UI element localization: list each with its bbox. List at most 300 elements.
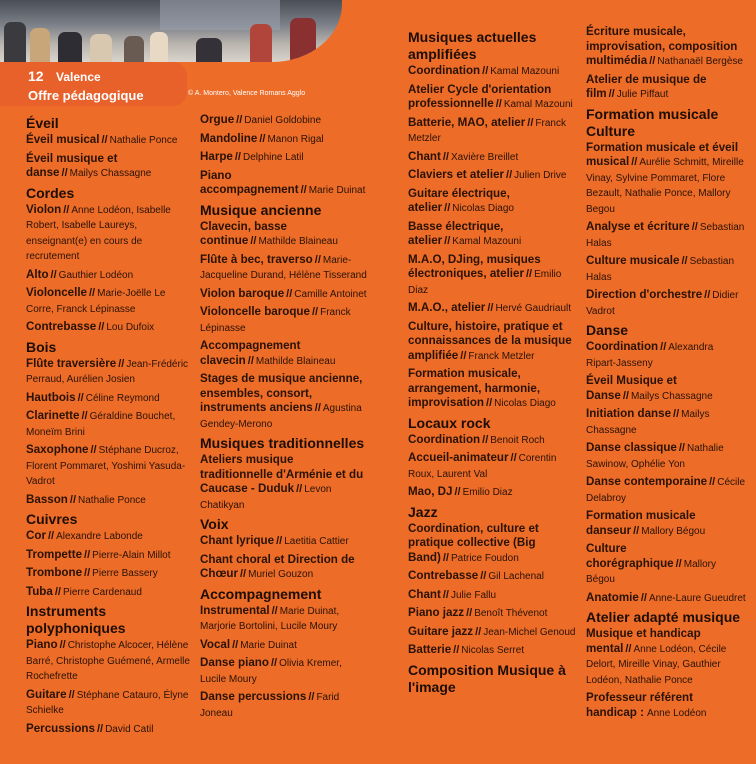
teacher-names: Gil Lachenal: [488, 571, 544, 582]
separator: //: [68, 688, 75, 701]
course-entry: [586, 73, 746, 103]
separator: //: [660, 341, 667, 353]
course-title: Batterie, MAO, atelier: [408, 115, 526, 129]
teacher-names: Aurélie Schmitt, Mireille Vinay, Sylvine Pommaret, Flore Bezault, Nathalie Ponce, Mallory Begou: [586, 157, 744, 215]
course-entry: [408, 187, 576, 217]
separator: //: [640, 591, 647, 604]
teacher-names: Jean-Frédéric Perraud, Aurélien Josien: [26, 358, 189, 385]
course-entry: [200, 553, 368, 583]
course-title: Danse percussions: [200, 690, 307, 703]
course-entry: [408, 253, 576, 299]
course-entry: [26, 357, 190, 388]
separator: //: [69, 493, 77, 506]
column-4: [586, 24, 746, 724]
musician-figure: [90, 34, 112, 62]
teacher-names: Nathalie Sawinow, Ophélie Yon: [586, 443, 724, 470]
musician-figure: [290, 18, 316, 62]
course-title: Piano jazz: [408, 606, 465, 619]
course-title: Percussions: [26, 721, 95, 735]
course-entry: [200, 453, 368, 513]
separator: //: [63, 203, 70, 216]
course-title: Contrebasse: [408, 569, 479, 582]
teacher-names: Christophe Alcocer, Hélène Barré, Christophe Guémené, Armelle Rochefrette: [26, 640, 190, 682]
course-entry: [200, 220, 368, 250]
course-entry: [200, 305, 368, 336]
separator: //: [50, 268, 57, 281]
section-heading: Jazz: [408, 503, 438, 520]
course-title: Analyse et écriture: [586, 220, 690, 233]
course-entry: [200, 253, 368, 284]
course-title: Culture musicale: [586, 254, 680, 267]
course-title: Atelier de musique de film: [586, 72, 707, 100]
course-title: Mandoline: [200, 131, 258, 145]
course-entry: [200, 169, 368, 199]
course-title: Danse contemporaine: [586, 475, 708, 488]
teacher-names: Julie Piffaut: [616, 89, 669, 100]
separator: //: [678, 442, 685, 454]
teacher-names: Pierre Cardenaud: [62, 586, 142, 598]
section-heading: Accompagnement: [200, 585, 322, 602]
separator: //: [90, 444, 97, 456]
course-title: Coordination: [586, 340, 659, 353]
separator: //: [77, 391, 84, 404]
course-title: Accueil-animateur: [408, 451, 509, 464]
separator: //: [691, 221, 698, 233]
section-heading: Composition Musique à l'image: [408, 661, 566, 695]
course-title: Flûte à bec, traverso: [200, 252, 313, 266]
course-title: Trombone: [26, 566, 83, 579]
separator: //: [506, 169, 513, 181]
course-title: Formation musicale et éveil musical: [586, 140, 739, 168]
separator: //: [232, 638, 239, 651]
course-title: Harpe: [200, 150, 233, 163]
teacher-names: Muriel Gouzon: [248, 569, 314, 580]
teacher-names: Emilio Diaz: [408, 269, 562, 296]
separator: //: [300, 184, 307, 196]
course-title: Atelier Cycle d'orientation professionnelle: [408, 82, 552, 110]
teacher-names: Alexandra Ripart-Jasseny: [586, 342, 714, 369]
course-entry: [586, 374, 746, 404]
teacher-names: Mailys Chassagne: [69, 168, 152, 179]
course-entry: [586, 542, 746, 588]
course-title: Professeur référent handicap :: [586, 691, 693, 719]
course-entry: [26, 493, 190, 509]
course-entry: [200, 690, 368, 721]
separator: //: [444, 235, 451, 247]
teacher-names: Géraldine Bouchet, Moneïm Brini: [26, 411, 176, 438]
teacher-names: Manon Rigal: [267, 133, 324, 145]
course-entry: [26, 688, 190, 719]
course-entry: [586, 340, 746, 371]
separator: //: [475, 625, 482, 638]
course-title: Trompette: [26, 547, 83, 561]
course-title: Accompagnement clavecin: [200, 339, 301, 367]
teacher-names: Jean-Michel Genoud: [483, 626, 576, 638]
course-entry: [26, 548, 190, 564]
separator: //: [649, 55, 656, 67]
separator: //: [118, 357, 125, 370]
course-entry: [200, 638, 368, 654]
teacher-names: Nicolas Diago: [452, 203, 514, 214]
course-entry: [586, 220, 746, 251]
course-title: Chant choral et Direction de Chœur: [200, 552, 355, 580]
offer-title: Offre pédagogique: [28, 88, 144, 103]
course-title: M.A.O., atelier: [408, 301, 486, 314]
teacher-names: Marie Duinat: [308, 185, 366, 196]
course-title: Coordination, culture et pratique collective (Big Band): [408, 521, 539, 564]
course-title: Chant: [408, 149, 441, 163]
separator: //: [240, 568, 247, 580]
course-entry: [408, 522, 576, 567]
course-entry: [26, 722, 190, 738]
separator: //: [276, 535, 283, 547]
course-title: Formation musicale danseur: [586, 509, 696, 537]
separator: //: [61, 167, 68, 179]
separator: //: [625, 642, 632, 655]
course-entry: [586, 141, 746, 218]
teacher-names: Patrice Foudon: [450, 552, 519, 564]
teacher-names: Levon Chatikyan: [200, 484, 332, 511]
separator: //: [442, 551, 449, 564]
musician-figure: [4, 22, 26, 62]
course-entry: [26, 566, 190, 582]
separator: //: [286, 287, 293, 300]
separator: //: [444, 202, 451, 214]
musician-figure: [124, 36, 144, 62]
course-entry: [586, 407, 746, 438]
separator: //: [84, 567, 91, 579]
course-title: Orgue: [200, 113, 235, 126]
teacher-names: Corentin Roux, Laurent Val: [408, 453, 557, 480]
course-title: Coordination: [408, 64, 481, 77]
teacher-names: Nathalie Ponce: [109, 135, 178, 146]
course-entry: [586, 441, 746, 472]
course-entry: [26, 443, 190, 490]
section-heading: Éveil: [26, 115, 59, 131]
section-heading: Instruments polyphoniques: [26, 603, 126, 636]
separator: //: [250, 235, 257, 247]
course-entry: [586, 254, 746, 285]
teacher-names: Xavière Breillet: [450, 151, 519, 163]
separator: //: [59, 639, 66, 651]
teacher-names: Kamal Mazouni: [503, 99, 573, 110]
course-title: Piano accompagnement: [200, 168, 299, 196]
teacher-names: Nicolas Serret: [461, 645, 525, 656]
course-entry: [408, 320, 576, 365]
course-entry: [408, 367, 576, 412]
teacher-names: Didier Vadrot: [586, 290, 739, 317]
course-entry: [586, 591, 746, 607]
musician-figure: [58, 32, 82, 62]
separator: //: [466, 607, 473, 619]
course-entry: [586, 288, 746, 319]
page-banner: [0, 62, 187, 106]
course-entry: [408, 433, 576, 449]
page-number: 12: [28, 68, 44, 84]
course-title: Claviers et atelier: [408, 168, 505, 181]
teacher-names: Franck Lépinasse: [200, 307, 351, 334]
conductor-figure: [250, 24, 272, 62]
course-title: Guitare électrique, atelier: [408, 186, 510, 214]
separator: //: [673, 408, 680, 420]
section-heading: Danse: [586, 322, 629, 338]
section-heading: Bois: [26, 338, 57, 355]
separator: //: [270, 657, 278, 669]
separator: //: [453, 644, 460, 656]
separator: //: [486, 397, 493, 409]
course-entry: [408, 64, 576, 80]
course-title: Clarinette: [26, 409, 80, 422]
course-entry: [586, 475, 746, 506]
course-title: Initiation danse: [586, 407, 672, 420]
teacher-names: Stéphane Ducroz, Florent Pommaret, Yoshimi Yasuda-Vadrot: [26, 445, 186, 487]
course-title: Flûte traversière: [26, 356, 117, 370]
course-title: Basse électrique, atelier: [408, 219, 504, 247]
teacher-names: Franck Metzler: [468, 350, 535, 362]
separator: //: [633, 524, 640, 537]
separator: //: [311, 306, 319, 318]
course-title: Éveil musical: [26, 133, 100, 146]
musician-figure: [150, 32, 168, 62]
course-entry: [200, 339, 368, 369]
course-entry: [408, 485, 576, 501]
course-title: Instrumental: [200, 603, 270, 617]
course-entry: [26, 320, 190, 336]
teacher-names: Anne Lodéon, Isabelle Robert, Isabelle Laureys, enseignant(e) en cours de recrutement: [26, 204, 171, 262]
course-entry: [408, 150, 576, 166]
teacher-names: Daniel Goldobine: [244, 115, 321, 126]
course-title: Violoncelle: [26, 286, 87, 299]
teacher-names: Marie Duinat: [240, 639, 297, 651]
separator: //: [314, 253, 321, 266]
separator: //: [442, 588, 449, 601]
teacher-names: Camille Antoinet: [294, 288, 367, 300]
separator: //: [631, 156, 638, 168]
course-entry: [200, 113, 368, 129]
separator: //: [314, 402, 321, 414]
separator: //: [510, 452, 517, 464]
course-title: Danse classique: [586, 441, 677, 454]
course-title: M.A.O, DJing, musiques électroniques, atelier: [408, 252, 541, 280]
course-title: Culture chorégraphique: [586, 542, 674, 570]
column-2: [200, 112, 368, 724]
separator: //: [259, 132, 266, 145]
course-title: Batterie: [408, 643, 452, 656]
course-entry: [408, 569, 576, 585]
section-heading: Voix: [200, 516, 229, 532]
section-heading: Musique ancienne: [200, 201, 322, 218]
course-entry: [26, 529, 190, 545]
section-heading: Cordes: [26, 184, 75, 201]
separator: //: [608, 88, 615, 100]
teacher-names: Marie-Joëlle Le Corre, Franck Lépinasse: [26, 288, 166, 315]
teacher-names: Julien Drive: [514, 170, 567, 181]
course-title: Clavecin, basse continue: [200, 219, 288, 247]
course-title: Mao, DJ: [408, 485, 453, 498]
course-title: Guitare jazz: [408, 624, 474, 638]
section-heading: Musiques actuelles amplifiées: [408, 29, 537, 62]
teacher-names: Gauthier Lodéon: [58, 269, 134, 281]
separator: //: [525, 268, 533, 280]
separator: //: [482, 65, 489, 77]
teacher-names: Marie Duinat, Marjorie Bortolini, Lucile Moury: [200, 605, 340, 632]
section-heading: Formation musicale Culture: [586, 105, 719, 139]
course-entry: [586, 691, 746, 721]
course-entry: [408, 625, 576, 641]
course-entry: [200, 150, 368, 166]
teacher-names: Marie-Jacqueline Durand, Hélène Tisserand: [200, 254, 367, 281]
course-entry: [200, 132, 368, 148]
course-title: Tuba: [26, 584, 53, 598]
course-title: Violon: [26, 202, 62, 216]
separator: //: [236, 114, 243, 126]
course-entry: [26, 268, 190, 284]
teacher-names: Farid Joneau: [200, 692, 340, 719]
separator: //: [234, 151, 241, 163]
course-title: Culture, histoire, pratique et connaissances de la musique amplifiée: [408, 319, 572, 362]
separator: //: [81, 410, 88, 422]
course-title: Musique et handicap mental: [586, 627, 701, 655]
separator: //: [101, 134, 108, 146]
section-heading: Locaux rock: [408, 414, 491, 431]
separator: //: [454, 486, 461, 498]
teacher-names: Anne Lodéon, Cécile Delort, Mireille Vinay, Gauthier Lodéon, Nathalie Ponce: [586, 643, 727, 686]
course-title: Formation musicale, arrangement, harmonie, improvisation: [408, 367, 541, 409]
teacher-names: Hervé Gaudriault: [495, 303, 572, 314]
course-title: Saxophone: [26, 443, 89, 456]
teacher-names: Lou Dufoix: [106, 322, 155, 333]
course-title: Hautbois: [26, 390, 76, 404]
teacher-names: Anne-Laure Gueudret: [648, 592, 746, 604]
course-title: Ateliers musique traditionnelle d'Arménie et du Caucase - Duduk: [200, 453, 364, 495]
teacher-names: Kamal Mazouni: [452, 236, 522, 247]
teacher-names: Benoit Roch: [490, 434, 545, 446]
separator: //: [681, 255, 688, 267]
course-entry: [408, 588, 576, 604]
course-title: Cor: [26, 529, 46, 542]
separator: //: [622, 389, 629, 402]
separator: //: [296, 483, 303, 495]
separator: //: [98, 321, 105, 333]
teacher-names: Olivia Kremer, Lucile Moury: [200, 658, 342, 685]
course-entry: [586, 25, 746, 70]
course-entry: [200, 534, 368, 550]
column-3: [408, 26, 576, 696]
course-title: Éveil Musique et Danse: [586, 374, 677, 402]
course-entry: [26, 638, 190, 685]
column-1: [26, 112, 190, 740]
teacher-names: Mailys Chassagne: [630, 390, 713, 402]
course-entry: [26, 409, 190, 440]
teacher-names: Stéphane Catauro, Élyne Schielke: [26, 689, 189, 716]
course-title: Violon baroque: [200, 286, 285, 300]
separator: //: [675, 557, 682, 570]
teacher-names: Nathalie Ponce: [78, 494, 146, 506]
separator: //: [54, 585, 61, 598]
teacher-names: Agustina Gendey-Merono: [200, 403, 362, 430]
course-title: Violoncelle baroque: [200, 305, 310, 318]
course-title: Éveil musique et danse: [26, 151, 118, 179]
city-title: Valence: [56, 70, 101, 84]
course-title: Coordination: [408, 432, 481, 446]
teacher-names: Mathilde Blaineau: [255, 355, 336, 367]
course-entry: [26, 585, 190, 601]
teacher-names: Nathanaël Bergèse: [657, 56, 743, 67]
teacher-names: Franck Metzler: [408, 117, 566, 144]
teacher-names: Benoît Thévenot: [474, 608, 548, 619]
course-entry: [200, 287, 368, 303]
teacher-names: Julie Fallu: [450, 589, 497, 601]
course-title: Chant lyrique: [200, 534, 275, 547]
section-heading: Musiques traditionnelles: [200, 435, 365, 451]
teacher-names: David Catil: [105, 723, 154, 735]
photo-credit: © A. Montero, Valence Romans Agglo: [188, 90, 306, 97]
separator: //: [308, 691, 315, 703]
separator: //: [482, 433, 489, 446]
separator: //: [84, 548, 91, 561]
course-entry: [200, 656, 368, 687]
teacher-names: Nicolas Diago: [494, 398, 556, 409]
course-entry: [586, 627, 746, 688]
separator: //: [709, 476, 716, 488]
course-title: Chant: [408, 587, 441, 601]
separator: //: [460, 349, 467, 362]
teacher-names: Céline Reymond: [85, 392, 160, 404]
header-photo: [0, 0, 342, 62]
course-entry: [26, 391, 190, 407]
separator: //: [271, 604, 278, 617]
teacher-names: Alexandre Labonde: [56, 531, 143, 542]
teacher-names: Sebastian Halas: [586, 222, 745, 249]
course-entry: [26, 286, 190, 317]
course-entry: [408, 220, 576, 250]
course-title: Vocal: [200, 637, 231, 651]
course-entry: [586, 509, 746, 539]
separator: //: [480, 570, 487, 582]
course-title: Stages de musique ancienne, ensembles, consort, instruments anciens: [200, 372, 363, 414]
separator: //: [442, 150, 449, 163]
course-entry: [26, 152, 190, 182]
teacher-names: Sebastian Halas: [586, 256, 735, 283]
teacher-names: Mallory Bégou: [641, 525, 706, 537]
separator: //: [89, 287, 96, 299]
course-title: Piano: [26, 638, 58, 651]
section-heading: Atelier adapté musique: [586, 609, 741, 625]
course-entry: [26, 203, 190, 265]
course-entry: [200, 372, 368, 432]
course-entry: [408, 451, 576, 482]
separator: //: [495, 98, 502, 110]
separator: //: [704, 289, 711, 301]
section-heading: Cuivres: [26, 511, 78, 527]
course-entry: [200, 604, 368, 635]
teacher-names: Mallory Bégou: [586, 558, 716, 585]
teacher-names: Kamal Mazouni: [490, 66, 560, 77]
teacher-names: Cécile Delabroy: [586, 477, 746, 504]
teacher-names: Delphine Latil: [243, 152, 304, 163]
musician-figure: [30, 28, 50, 62]
separator: //: [247, 354, 254, 367]
teacher-names: Laetitia Cattier: [284, 536, 349, 547]
separator: //: [47, 530, 55, 542]
course-title: Danse piano: [200, 656, 269, 669]
course-title: Anatomie: [586, 590, 639, 604]
teacher-names: Mathilde Blaineau: [258, 236, 338, 247]
music-stand: [196, 38, 222, 62]
teacher-names: Pierre Bassery: [92, 568, 158, 579]
course-title: Écriture musicale, improvisation, composition multimédia: [586, 25, 738, 67]
teacher-names: Pierre-Alain Millot: [92, 549, 171, 561]
